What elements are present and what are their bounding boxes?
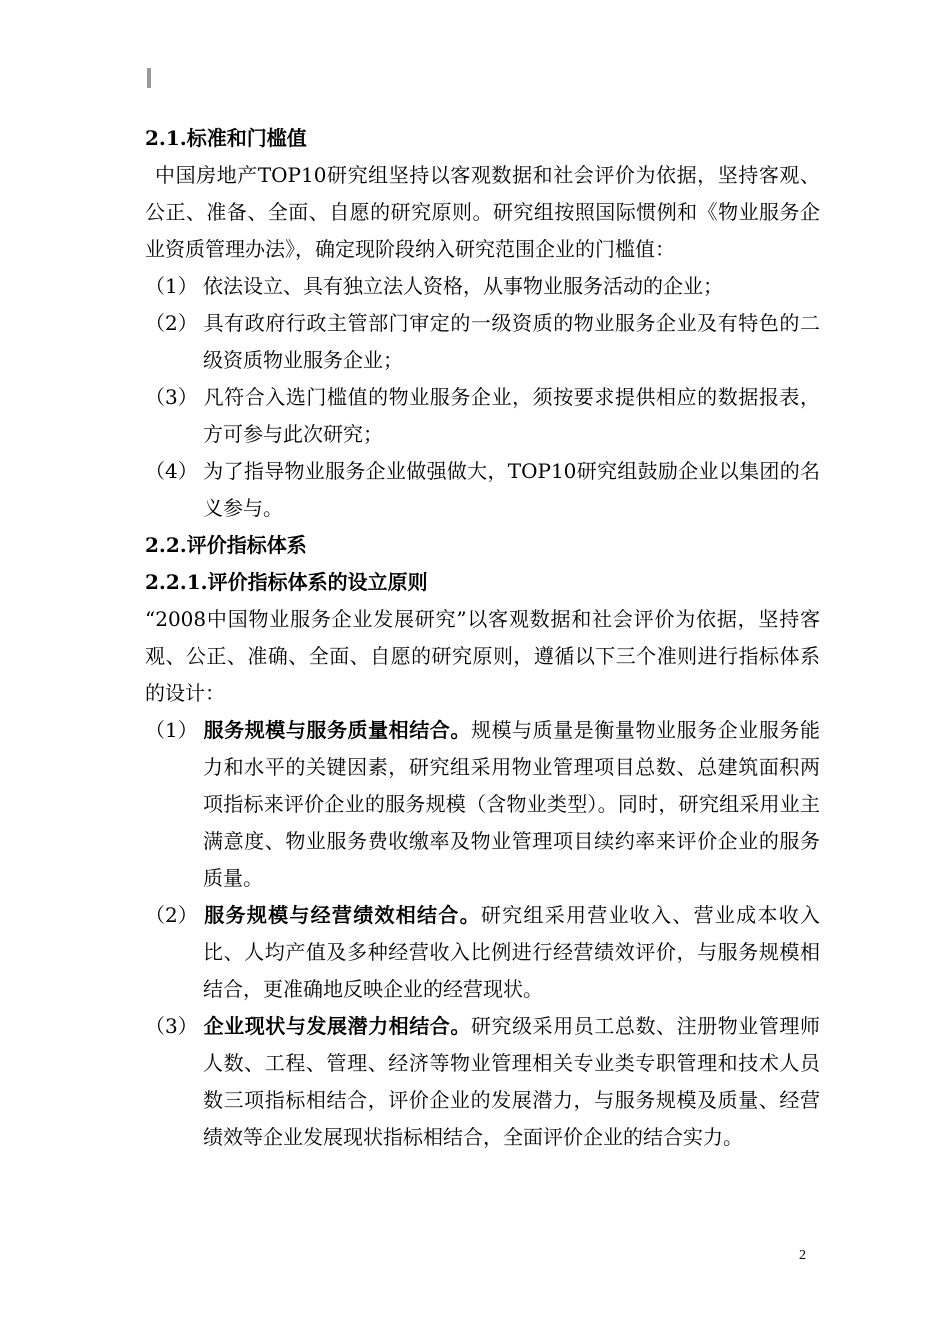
- list-item-number: （3）: [145, 1014, 198, 1038]
- list-item: [145, 453, 820, 527]
- list-item-text: 凡符合入选门槛值的物业服务企业，须按要求提供相应的数据报表，方可参与此次研究；: [203, 385, 820, 446]
- list-item-bold-lead: 服务规模与服务质量相结合。: [203, 718, 471, 742]
- section-2-2-heading: 2.2.评价指标体系: [145, 533, 307, 557]
- list-item: [145, 379, 820, 453]
- list-item-number: （1）: [145, 274, 198, 298]
- list-item: [145, 305, 820, 379]
- section-2-2-1-heading: 2.2.1.评价指标体系的设立原则: [145, 570, 428, 594]
- list-item-text: 具有政府行政主管部门审定的一级资质的物业服务企业及有特色的二级资质物业服务企业；: [203, 311, 820, 372]
- list-item-text: 为了指导物业服务企业做强做大，TOP10研究组鼓励企业以集团的名义参与。: [203, 459, 820, 520]
- section-2-1-heading: 2.1.标准和门槛值: [145, 126, 307, 150]
- list-item-text: 研究级采用员工总数、注册物业管理师人数、工程、管理、经济等物业管理相关专业类专职管理和技术人员数三项指标相结合，评价企业的发展潜力，与服务规模及质量、经营绩效等企业发展现状指标相结合，全面评价企业的结合实力。: [203, 1014, 821, 1149]
- list-item-text: 研究组采用营业收入、营业成本收入比、人均产值及多种经营收入比例进行经营绩效评价，与服务规模相结合，更准确地反映企业的经营现状。: [203, 903, 821, 1001]
- list-item-number: （2）: [145, 311, 198, 335]
- page-number: 2: [799, 1248, 806, 1263]
- list-item: [145, 897, 820, 1008]
- page-content: [145, 120, 820, 1156]
- list-item: [145, 1008, 820, 1156]
- list-item: [145, 712, 820, 897]
- list-item-bold-lead: 服务规模与经营绩效相结合。: [203, 903, 481, 927]
- list-item-bold-lead: 企业现状与发展潜力相结合。: [203, 1014, 471, 1038]
- section-2-1-intro: 中国房地产TOP10研究组坚持以客观数据和社会评价为依据，坚持客观、公正、准备、全面、自愿的研究原则。研究组按照国际惯例和《物业服务企业资质管理办法》，确定现阶段纳入研究范围企业的门槛值：: [145, 163, 820, 261]
- list-item-number: （3）: [145, 385, 198, 409]
- list-item-number: （4）: [145, 459, 198, 483]
- list-item-text: 依法设立、具有独立法人资格，从事物业服务活动的企业；: [203, 274, 723, 298]
- list-item-number: （1）: [145, 718, 198, 742]
- list-item-text: 规模与质量是衡量物业服务企业服务能力和水平的关键因素，研究组采用物业管理项目总数、总建筑面积两项指标来评价企业的服务规模（含物业类型）。同时，研究组采用业主满意度、物业服务费收缴率及物业管理项目续约率来评价企业的服务质量。: [203, 718, 821, 890]
- list-item-number: （2）: [145, 903, 198, 927]
- section-2-2-1-intro: “2008中国物业服务企业发展研究”以客观数据和社会评价为依据，坚持客观、公正、准确、全面、自愿的研究原则，遵循以下三个准则进行指标体系的设计：: [145, 607, 820, 705]
- list-item: [145, 268, 820, 305]
- text-cursor-marker: [147, 68, 151, 88]
